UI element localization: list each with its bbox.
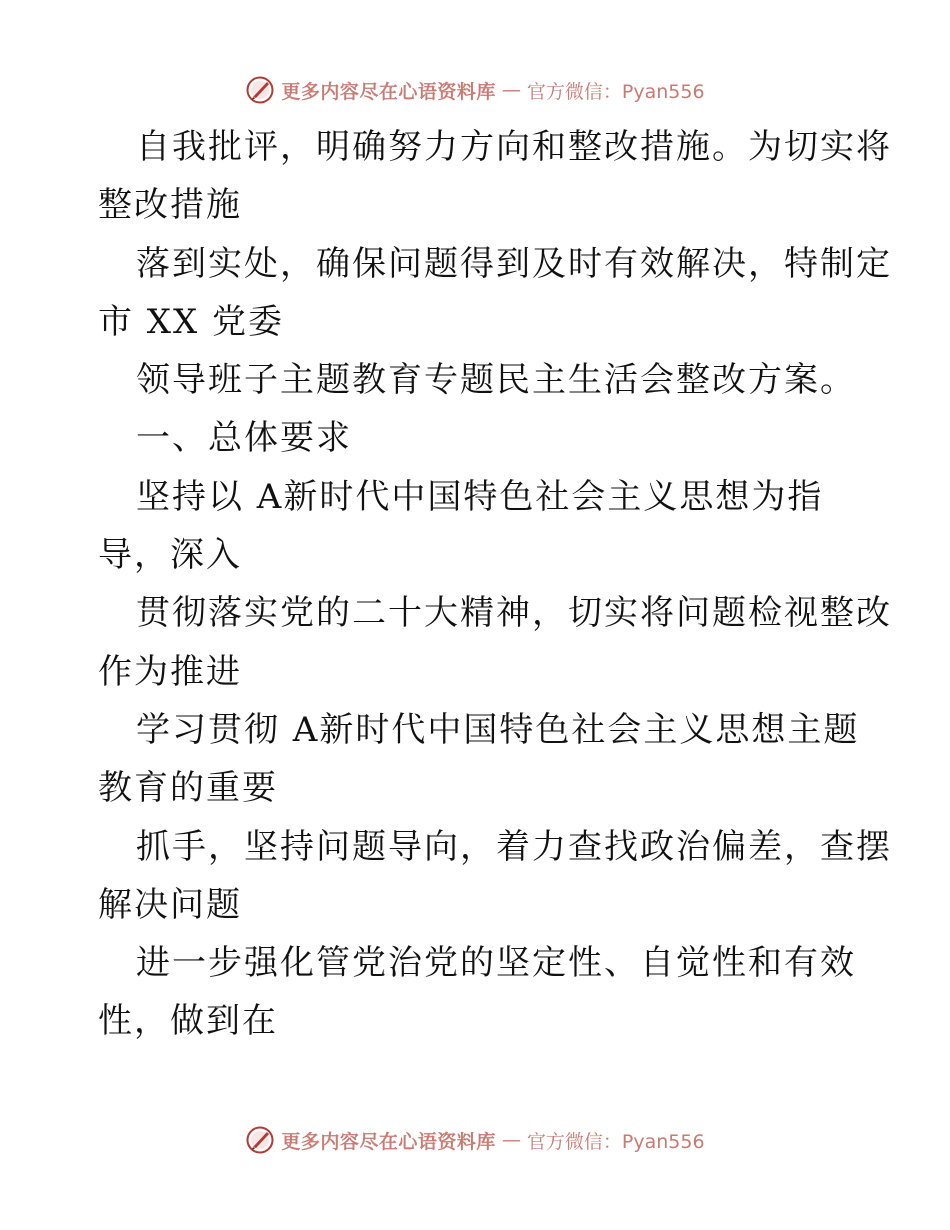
section-heading: 一、总体要求 — [136, 418, 352, 459]
body-line: 学习贯彻 A新时代中国特色社会主义思想主题 — [136, 709, 860, 750]
watermark-contact: 官方微信：Pyan556 — [526, 80, 705, 103]
quill-logo-icon — [245, 75, 275, 105]
watermark-separator: — — [501, 1129, 521, 1151]
body-line: 落到实处，确保问题得到及时有效解决，特制定 — [136, 243, 892, 284]
watermark-brand: 更多内容尽在心语资料库 — [281, 1130, 496, 1153]
body-line: 进一步强化管党治党的坚定性、自觉性和有效 — [136, 943, 856, 984]
body-line: 自我批评，明确努力方向和整改措施。为切实将 — [136, 127, 892, 167]
header-watermark — [0, 70, 950, 110]
body-line: 市 XX 党委 — [98, 301, 285, 342]
body-line: 教育的重要 — [98, 768, 278, 809]
watermark-brand: 更多内容尽在心语资料库 — [281, 80, 496, 103]
body-line: 贯彻落实党的二十大精神，切实将问题检视整改 — [136, 593, 892, 634]
footer-watermark — [0, 1120, 950, 1160]
body-line: 作为推进 — [98, 651, 242, 692]
body-line: 整改措施 — [98, 185, 242, 226]
body-line: 坚持以 A新时代中国特色社会主义思想为指 — [136, 476, 824, 517]
body-line: 性，做到在 — [98, 1001, 278, 1042]
document-body — [98, 118, 892, 1051]
body-line: 解决问题 — [98, 884, 242, 925]
quill-logo-icon — [245, 1125, 275, 1155]
body-line: 抓手，坚持问题导向，着力查找政治偏差，查摆 — [136, 826, 892, 867]
watermark-contact: 官方微信：Pyan556 — [526, 1130, 705, 1153]
watermark-separator: — — [501, 79, 521, 101]
body-line: 导，深入 — [98, 535, 242, 576]
body-line: 领导班子主题教育专题民主生活会整改方案。 — [136, 360, 856, 401]
